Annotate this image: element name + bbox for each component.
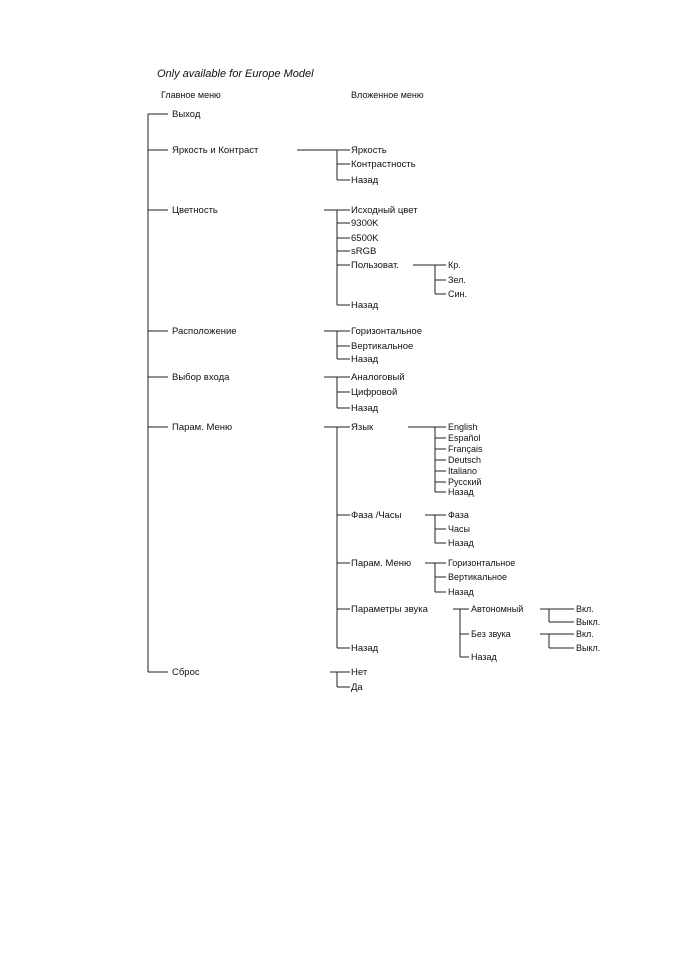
level3-item: Italiano xyxy=(448,466,478,476)
europe-model-note: Only available for Europe Model xyxy=(157,68,314,80)
submenu-item: Язык xyxy=(351,422,374,433)
submenu-item: Парам. Меню xyxy=(351,558,412,569)
main-menu-item: Расположение xyxy=(172,326,237,337)
header-submenu: Вложенное меню xyxy=(351,90,424,100)
level4-item: Вкл. xyxy=(576,604,594,614)
level3-item: Горизонтальное xyxy=(448,558,516,568)
menu-tree xyxy=(148,109,600,693)
submenu-item: Назад xyxy=(351,354,379,365)
level3-item: Часы xyxy=(448,524,470,534)
level4-item: Выкл. xyxy=(576,617,601,627)
main-menu-item: Выход xyxy=(172,109,201,120)
main-menu-item: Выбор входа xyxy=(172,372,230,383)
submenu-item: Вертикальное xyxy=(351,341,414,352)
submenu-item: Назад xyxy=(351,403,379,414)
submenu-item: Горизонтальное xyxy=(351,326,422,337)
submenu-item: sRGB xyxy=(351,246,377,257)
submenu-item: Пользоват. xyxy=(351,260,399,271)
submenu-item: Назад xyxy=(351,175,379,186)
level3-item: Син. xyxy=(448,289,467,299)
level3-item: Назад xyxy=(448,538,474,548)
submenu-item: Да xyxy=(351,682,363,693)
submenu-item: Контрастность xyxy=(351,159,416,170)
main-menu-item: Сброс xyxy=(172,667,200,678)
main-menu-item: Парам. Меню xyxy=(172,422,233,433)
header-main-menu: Главное меню xyxy=(161,90,221,100)
submenu-item: Исходный цвет xyxy=(351,205,418,216)
submenu-item: 9300K xyxy=(351,218,379,229)
submenu-item: Фаза /Часы xyxy=(351,510,402,521)
submenu-item: Аналоговый xyxy=(351,372,405,383)
submenu-item: Параметры звука xyxy=(351,604,428,615)
level4-item: Выкл. xyxy=(576,643,601,653)
level3-item: Français xyxy=(448,444,483,454)
level3-item: Назад xyxy=(448,587,474,597)
level3-item: English xyxy=(448,422,478,432)
main-menu-item: Яркость и Контраст xyxy=(172,145,259,156)
submenu-item: Назад xyxy=(351,300,379,311)
submenu-item: Цифровой xyxy=(351,387,398,398)
submenu-item: Нет xyxy=(351,667,368,678)
level3-item: Без звука xyxy=(471,629,511,639)
level3-item: Español xyxy=(448,433,481,443)
level3-item: Кр. xyxy=(448,260,461,270)
level3-item: Русский xyxy=(448,477,482,487)
submenu-item: Яркость xyxy=(351,145,387,156)
level4-item: Вкл. xyxy=(576,629,594,639)
level3-item: Назад xyxy=(448,487,474,497)
level3-item: Вертикальное xyxy=(448,572,508,582)
level3-item: Deutsch xyxy=(448,455,482,465)
submenu-item: Назад xyxy=(351,643,379,654)
level3-item: Фаза xyxy=(448,510,469,520)
level3-item: Назад xyxy=(471,652,497,662)
level3-item: Зел. xyxy=(448,275,466,285)
main-menu-item: Цветность xyxy=(172,205,218,216)
level3-item: Автономный xyxy=(471,604,524,614)
submenu-item: 6500K xyxy=(351,233,379,244)
